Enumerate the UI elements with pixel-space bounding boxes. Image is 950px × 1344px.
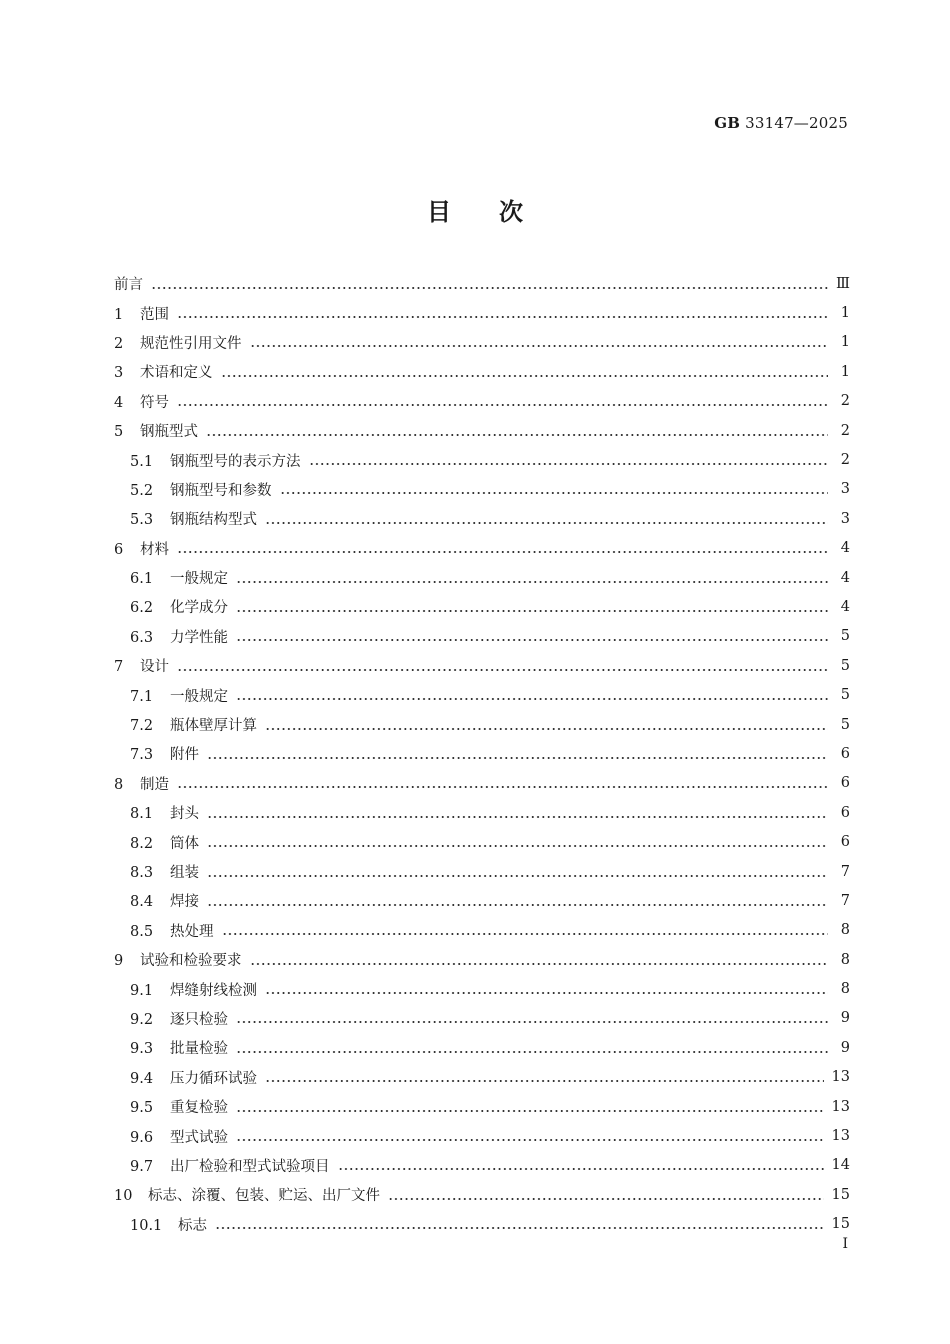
toc-entry-heading bbox=[130, 802, 199, 823]
toc-entry-page: 5 bbox=[840, 716, 850, 733]
toc-entry[interactable] bbox=[114, 769, 850, 798]
toc-entry[interactable] bbox=[114, 739, 850, 768]
toc-entry-number: 9.4 bbox=[130, 1070, 154, 1087]
toc-entry-heading bbox=[130, 567, 228, 588]
toc-entry[interactable] bbox=[114, 475, 850, 504]
dot-leader bbox=[388, 1188, 824, 1202]
dot-leader bbox=[250, 335, 829, 349]
toc-entry-label: 瓶体壁厚计算 bbox=[170, 718, 257, 735]
toc-entry-label: 试验和检验要求 bbox=[140, 953, 242, 970]
toc-entry-page: 9 bbox=[840, 1010, 850, 1027]
toc-entry-label: 焊缝射线检测 bbox=[170, 982, 257, 999]
dot-leader bbox=[151, 277, 828, 291]
toc-entry-heading bbox=[130, 979, 257, 1000]
toc-entry[interactable] bbox=[114, 387, 850, 416]
toc-entry-number: 6.3 bbox=[130, 629, 154, 646]
toc-entry-label: 钢瓶结构型式 bbox=[170, 512, 257, 529]
dot-leader bbox=[207, 865, 828, 879]
toc-entry[interactable] bbox=[114, 1063, 850, 1092]
toc-entry-heading bbox=[114, 655, 169, 676]
toc-entry-label: 符号 bbox=[140, 394, 169, 411]
toc-entry-number: 8.4 bbox=[130, 894, 154, 911]
toc-entry[interactable] bbox=[114, 445, 850, 474]
toc-entry-page: 4 bbox=[840, 540, 850, 557]
toc-entry-number: 9.5 bbox=[130, 1100, 154, 1117]
dot-leader bbox=[207, 747, 828, 761]
toc-entry-label: 制造 bbox=[140, 776, 169, 793]
toc-entry-heading bbox=[130, 1155, 330, 1176]
toc-entry-number: 8 bbox=[114, 776, 124, 793]
toc-entry-page: 13 bbox=[831, 1098, 850, 1115]
toc-entry-page: 2 bbox=[840, 422, 850, 439]
toc-entry-number: 6.2 bbox=[130, 600, 154, 617]
dot-leader bbox=[236, 1011, 828, 1025]
dot-leader bbox=[215, 1217, 824, 1231]
dot-leader bbox=[236, 1100, 824, 1114]
toc-entry-label: 重复检验 bbox=[170, 1100, 228, 1117]
toc-entry-number: 10.1 bbox=[130, 1217, 163, 1234]
toc-entry-label: 标志 bbox=[178, 1217, 207, 1234]
toc-entry[interactable] bbox=[114, 945, 850, 974]
toc-entry-label: 一般规定 bbox=[170, 571, 228, 588]
toc-entry-number: 8.3 bbox=[130, 865, 154, 881]
toc-entry-page: 6 bbox=[840, 804, 850, 821]
toc-entry-number: 10 bbox=[114, 1188, 133, 1205]
toc-entry-number: 5 bbox=[114, 424, 124, 441]
toc-entry-number: 8.1 bbox=[130, 806, 154, 823]
toc-entry-heading bbox=[130, 743, 199, 764]
toc-entry-label: 材料 bbox=[140, 541, 169, 558]
toc-entry-page: 1 bbox=[840, 305, 850, 322]
toc-entry-page: 5 bbox=[840, 687, 850, 704]
toc-entry-number: 1 bbox=[114, 306, 124, 323]
toc-entry-label: 批量检验 bbox=[170, 1041, 228, 1058]
toc-entry-label: 出厂检验和型式试验项目 bbox=[170, 1158, 330, 1175]
toc-entry-number: 5.3 bbox=[130, 512, 154, 529]
toc-entry[interactable] bbox=[114, 827, 850, 856]
toc-entry-heading bbox=[130, 920, 214, 941]
toc-entry-heading bbox=[130, 596, 228, 617]
toc-entry[interactable] bbox=[114, 563, 850, 592]
toc-entry-label: 规范性引用文件 bbox=[140, 335, 242, 352]
toc-entry-number: 2 bbox=[114, 335, 124, 352]
dot-leader bbox=[280, 482, 829, 496]
toc-entry-page: 1 bbox=[840, 363, 850, 380]
toc-entry-label: 力学性能 bbox=[170, 629, 228, 646]
toc-entry-page: 15 bbox=[831, 1216, 850, 1233]
toc-entry-heading bbox=[130, 1067, 257, 1088]
toc-entry-heading bbox=[130, 1096, 228, 1117]
toc-entry-heading bbox=[114, 949, 242, 970]
dot-leader bbox=[265, 718, 828, 732]
dot-leader bbox=[206, 424, 828, 438]
toc-entry-number: 4 bbox=[114, 394, 124, 411]
dot-leader bbox=[236, 1129, 824, 1143]
dot-leader bbox=[236, 688, 828, 702]
toc-entry-page: 9 bbox=[840, 1039, 850, 1056]
toc-entry-number: 6 bbox=[114, 541, 124, 558]
dot-leader bbox=[177, 306, 828, 320]
toc-entry-page: 8 bbox=[840, 951, 850, 968]
toc-entry-label: 术语和定义 bbox=[140, 365, 213, 382]
standard-number-header bbox=[714, 114, 848, 132]
toc-entry-number: 6.1 bbox=[130, 571, 154, 588]
toc-entry[interactable] bbox=[114, 269, 850, 298]
toc-entry-page: 8 bbox=[840, 922, 850, 939]
toc-entry-page: 6 bbox=[840, 745, 850, 762]
toc-entry-number: 5.1 bbox=[130, 453, 154, 470]
toc-entry-page: 7 bbox=[840, 892, 850, 909]
toc-entry-number: 9.7 bbox=[130, 1158, 154, 1175]
toc-entry-label: 封头 bbox=[170, 806, 199, 823]
toc-entry-heading bbox=[114, 420, 198, 441]
dot-leader bbox=[236, 629, 828, 643]
standard-number: 33147—2025 bbox=[745, 114, 848, 132]
toc-entry[interactable] bbox=[114, 798, 850, 827]
toc-entry[interactable] bbox=[114, 416, 850, 445]
toc-entry-page: 7 bbox=[840, 863, 850, 880]
toc-entry-heading bbox=[114, 773, 169, 794]
toc-entry-heading bbox=[114, 391, 169, 412]
toc-entry-label: 型式试验 bbox=[170, 1129, 228, 1146]
toc-entry-heading bbox=[130, 1008, 228, 1029]
dot-leader bbox=[177, 541, 828, 555]
toc-entry-heading bbox=[114, 1184, 380, 1205]
toc-entry-page: 5 bbox=[840, 628, 850, 645]
toc-entry-number: 9.3 bbox=[130, 1041, 154, 1058]
toc-entry[interactable] bbox=[114, 298, 850, 327]
toc-entry-page: 1 bbox=[840, 334, 850, 351]
dot-leader bbox=[207, 894, 828, 908]
toc-entry[interactable] bbox=[114, 328, 850, 357]
toc-entry-label: 钢瓶型号的表示方法 bbox=[170, 453, 301, 470]
toc-entry-label: 范围 bbox=[140, 306, 169, 323]
toc-entry[interactable] bbox=[114, 1033, 850, 1062]
dot-leader bbox=[265, 1070, 824, 1084]
toc-entry-page: 15 bbox=[831, 1186, 850, 1203]
dot-leader bbox=[338, 1158, 824, 1172]
dot-leader bbox=[265, 982, 828, 996]
toc-entry-page: 4 bbox=[840, 598, 850, 615]
dot-leader bbox=[309, 453, 829, 467]
toc-entry-page: 14 bbox=[831, 1157, 850, 1174]
toc-entry[interactable] bbox=[114, 916, 850, 945]
toc-entry-page: 4 bbox=[840, 569, 850, 586]
toc-entry-heading bbox=[114, 361, 213, 382]
toc-entry-label: 设计 bbox=[140, 659, 169, 676]
toc-entry[interactable] bbox=[114, 710, 850, 739]
toc-entry-label: 化学成分 bbox=[170, 600, 228, 617]
toc-entry-label: 逐只检验 bbox=[170, 1011, 228, 1028]
toc-entry[interactable] bbox=[114, 1210, 850, 1239]
toc-entry-number: 9.1 bbox=[130, 982, 154, 999]
toc-entry[interactable] bbox=[114, 622, 850, 651]
toc-entry-number: 8.5 bbox=[130, 923, 154, 940]
toc-entry[interactable] bbox=[114, 592, 850, 621]
toc-entry-heading bbox=[130, 1214, 207, 1235]
toc-entry-label: 钢瓶型式 bbox=[140, 424, 198, 441]
toc-entry-heading bbox=[130, 861, 199, 882]
toc-entry[interactable] bbox=[114, 357, 850, 386]
toc-entry[interactable] bbox=[114, 651, 850, 680]
toc-entry[interactable] bbox=[114, 886, 850, 915]
toc-entry[interactable] bbox=[114, 1180, 850, 1209]
toc-entry-page: 8 bbox=[840, 981, 850, 998]
toc-entry[interactable] bbox=[114, 680, 850, 709]
toc-entry-label: 一般规定 bbox=[170, 688, 228, 705]
toc-entry-number: 7.2 bbox=[130, 718, 154, 735]
dot-leader bbox=[250, 953, 829, 967]
dot-leader bbox=[236, 571, 828, 585]
toc-entry-heading bbox=[114, 303, 169, 324]
toc-entry-page: 13 bbox=[831, 1128, 850, 1145]
toc-entry-page: 13 bbox=[831, 1069, 850, 1086]
dot-leader bbox=[265, 512, 828, 526]
toc-entry-label: 标志、涂覆、包装、贮运、出厂文件 bbox=[148, 1188, 380, 1205]
dot-leader bbox=[207, 806, 828, 820]
dot-leader bbox=[236, 600, 828, 614]
toc-entry[interactable] bbox=[114, 857, 850, 886]
dot-leader bbox=[207, 835, 828, 849]
toc-entry-page: Ⅲ bbox=[836, 275, 850, 292]
toc-entry-heading bbox=[130, 626, 228, 647]
toc-entry-number: 7 bbox=[114, 659, 124, 676]
page-title: 目 次 bbox=[427, 198, 523, 226]
toc-entry-heading bbox=[130, 714, 257, 735]
toc-entry[interactable] bbox=[114, 534, 850, 563]
toc-entry-number: 8.2 bbox=[130, 835, 154, 852]
toc-entry-heading bbox=[130, 1037, 228, 1058]
toc-entry-number: 9.6 bbox=[130, 1129, 154, 1146]
toc-entry-heading bbox=[114, 332, 242, 353]
toc-entry-label: 压力循环试验 bbox=[170, 1070, 257, 1087]
toc-entry[interactable] bbox=[114, 1121, 850, 1150]
toc-entry-number: 3 bbox=[114, 365, 124, 382]
toc-entry-label: 钢瓶型号和参数 bbox=[170, 482, 272, 499]
dot-leader bbox=[221, 365, 829, 379]
dot-leader bbox=[236, 1041, 828, 1055]
toc-entry[interactable] bbox=[114, 1092, 850, 1121]
toc-entry-number: 7.1 bbox=[130, 688, 154, 705]
dot-leader bbox=[177, 659, 828, 673]
toc-entry-heading bbox=[130, 1126, 228, 1147]
toc-entry-number: 7.3 bbox=[130, 747, 154, 764]
toc-entry-label: 筒体 bbox=[170, 835, 199, 852]
toc-entry[interactable] bbox=[114, 1004, 850, 1033]
toc-entry-page: 3 bbox=[840, 510, 850, 527]
toc-entry-number: 9.2 bbox=[130, 1011, 154, 1028]
toc-entry[interactable] bbox=[114, 1151, 850, 1180]
toc-entry-page: 2 bbox=[840, 452, 850, 469]
toc-entry-number: 9 bbox=[114, 953, 124, 970]
page-number: Ⅰ bbox=[842, 1236, 848, 1252]
toc-entry-page: 5 bbox=[840, 657, 850, 674]
toc-entry-number: 5.2 bbox=[130, 482, 154, 499]
toc-entry-label: 焊接 bbox=[170, 894, 199, 911]
toc-entry-page: 6 bbox=[840, 775, 850, 792]
toc-entry-heading bbox=[130, 685, 228, 706]
standard-prefix: GB bbox=[714, 114, 741, 132]
toc-entry-heading bbox=[130, 508, 257, 529]
toc-entry[interactable] bbox=[114, 504, 850, 533]
toc-entry-heading bbox=[130, 450, 301, 471]
toc-entry-label: 附件 bbox=[170, 747, 199, 764]
toc-entry-page: 2 bbox=[840, 393, 850, 410]
dot-leader bbox=[177, 394, 828, 408]
toc-entry-page: 3 bbox=[840, 481, 850, 498]
toc-entry-label: 热处理 bbox=[170, 923, 214, 940]
toc-entry-label: 组装 bbox=[170, 865, 199, 881]
toc-entry-heading bbox=[114, 538, 169, 559]
table-of-contents bbox=[114, 269, 850, 1239]
toc-entry-heading bbox=[130, 832, 199, 853]
dot-leader bbox=[177, 776, 828, 790]
toc-entry-page: 6 bbox=[840, 834, 850, 851]
toc-entry-heading bbox=[114, 273, 143, 294]
toc-entry-heading bbox=[130, 479, 272, 500]
toc-entry-heading bbox=[130, 890, 199, 911]
toc-entry-label: 前言 bbox=[114, 277, 143, 294]
dot-leader bbox=[222, 923, 829, 937]
toc-entry[interactable] bbox=[114, 974, 850, 1003]
